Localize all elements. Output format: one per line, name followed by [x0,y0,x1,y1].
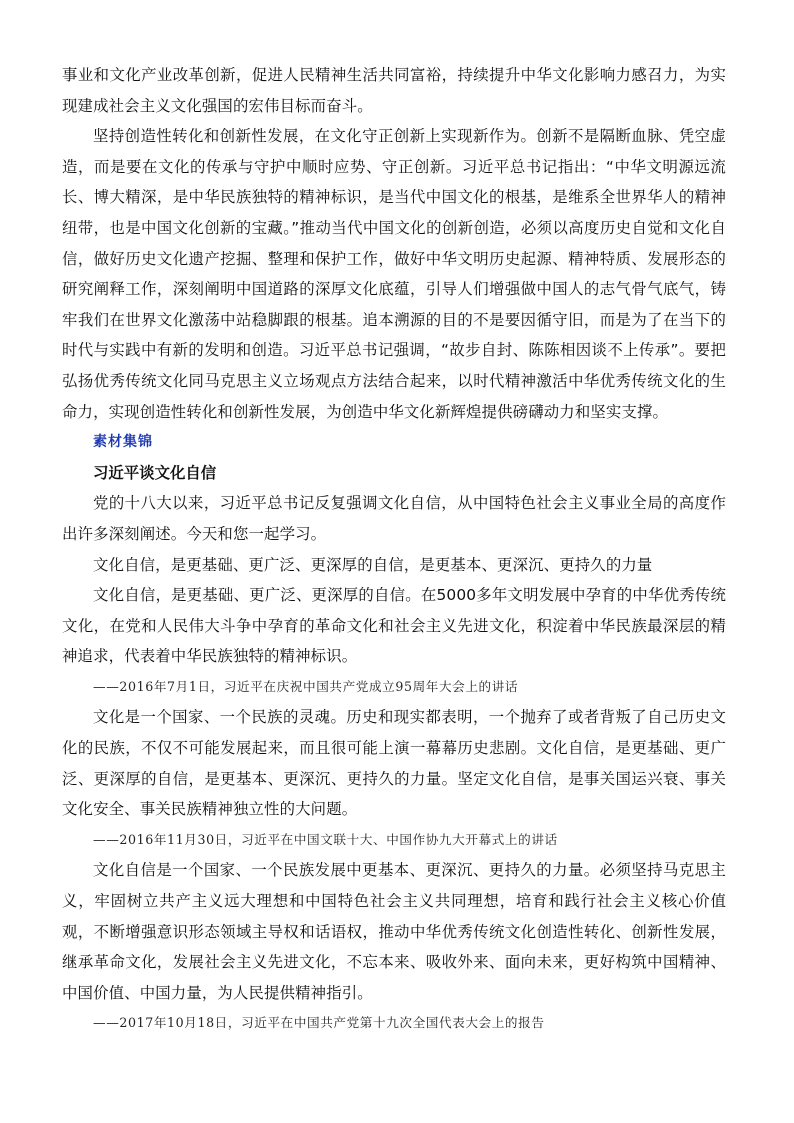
section-label: 素材集锦 [93,434,153,451]
quote-source-2: ——2016年11月30日，习近平在中国文联十大、中国作协九大开幕式上的讲话 [93,831,558,847]
section-heading: 文化自信，是更基础、更广泛、更深厚的自信，是更基本、更深沉、更持久的力量 [93,555,653,574]
quote-paragraph-1: 文化自信，是更基础、更广泛、更深厚的自信。在5000多年文明发展中孕育的中华优秀传统文化，在党和人民伟大斗争中孕育的革命文化和社会主义先进文化，积淀着中华民族最深层的精神追求，代表着中华民族独特的精神标识。 [62,586,726,666]
quote-source-3: ——2017年10月18日，习近平在中国共产党第十九次全国代表大会上的报告 [93,1015,545,1031]
quote-paragraph-2: 文化是一个国家、一个民族的灵魂。历史和现实都表明，一个抛弃了或者背叛了自己历史文化的民族，不仅不可能发展起来，而且很可能上演一幕幕历史悲剧。文化自信，是更基础、更广泛、更深厚的自信，是更基本、更深沉、更持久的力量。坚定文化自信，是事关国运兴衰、事关文化安全、事关民族精神独立性的大问题。 [62,708,726,819]
paragraph-continuation: 事业和文化产业改革创新，促进人民精神生活共同富裕，持续提升中华文化影响力感召力，为实现建成社会主义文化强国的宏伟目标而奋斗。 [62,66,726,115]
document-page [62,60,726,1039]
quote-paragraph-3: 文化自信是一个国家、一个民族发展中更基本、更深沉、更持久的力量。必须坚持马克思主义，牢固树立共产主义远大理想和中国特色社会主义共同理想，培育和践行社会主义核心价值观，不断增强意识形态领域主导权和话语权，推动中华优秀传统文化创造性转化、创新性发展，继承革命文化，发展社会主义先进文化，不忘本来、吸收外来、面向未来，更好构筑中国精神、中国价值、中国力量，为人民提供精神指引。 [62,861,726,1002]
article-subtitle: 习近平谈文化自信 [93,463,217,482]
paragraph-innovation: 坚持创造性转化和创新性发展，在文化守正创新上实现新作为。创新不是隔断血脉、凭空虚造，而是要在文化的传承与守护中顺时应势、守正创新。习近平总书记指出：“中华文明源远流长、博大精深，是中华民族独特的精神标识，是当代中国文化的根基，是维系全世界华人的精神纽带，也是中国文化创新的宝藏。”推动当代中国文化的创新创造，必须以高度历史自觉和文化自信，做好历史文化遗产挖掘、整理和保护工作，做好中华文明历史起源、精神特质、发展形态的研究阐释工作，深刻阐明中国道路的深厚文化底蕴，引导人们增强做中国人的志气骨气底气，铸牢我们在世界文化激荡中站稳脚跟的根基。追本溯源的目的不是要因循守旧，而是为了在当下的时代与实践中有新的发明和创造。习近平总书记强调，“故步自封、陈陈相因谈不上传承”。要把弘扬优秀传统文化同马克思主义立场观点方法结合起来，以时代精神激活中华优秀传统文化的生命力，实现创造性转化和创新性发展，为创造中华文化新辉煌提供磅礴动力和坚实支撑。 [62,127,726,421]
quote-source-1: ——2016年7月1日，习近平在庆祝中国共产党成立95周年大会上的讲话 [93,678,519,694]
intro-paragraph: 党的十八大以来，习近平总书记反复强调文化自信，从中国特色社会主义事业全局的高度作出许多深刻阐述。今天和您一起学习。 [62,494,726,543]
